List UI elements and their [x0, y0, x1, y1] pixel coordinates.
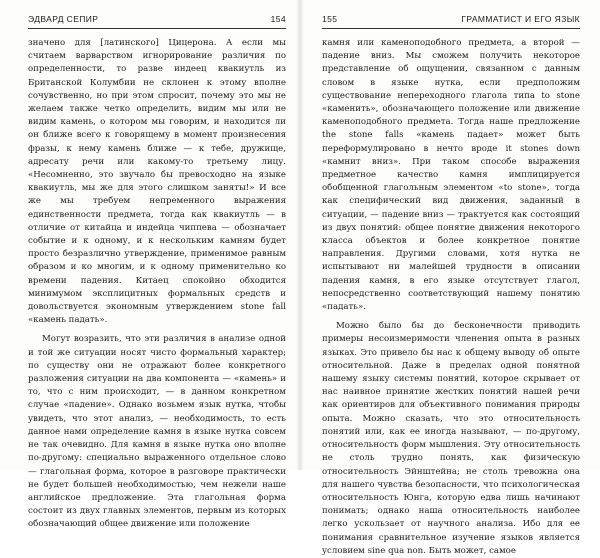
left-paragraph-1: значено для [латинского] Цицерона. А если мы считаем варварством игнорирование различия по определенности, то разве индеец квакиутль из Британской Колумбии не склонен к этому вполне сочувственно, но при этом спросит, почему это мы не желаем также четко определить, видим мы или не видим камень, о котором мы говорим, и находится ли он ближе всего к говорящему в момент произнесения фразы, к нему камень ближе — к тебе, дружище, адресату речи или какому-то третьему лицу. «Несомненно, это звучало бы превосходно на языке квакиутль, мы же для этого слишком заняты!» И все же мы требуем непременного выражения единственности предмета, тогда как квакиутль — в отличие от китайца и индейца чиппева — обозначает событие и к одному, и к нескольким камням будет просто безразлично утверждение, применимое равным образом и ко многим, и к одному применительно ко времени падения. Китаец спокойно обходится минимумом эксплицитных формальных средств и довольствуется экономным утверждением stone fall «камень падать».: [28, 38, 286, 326]
left-running-head: [28, 14, 286, 29]
left-paragraph-2: Могут возразить, что эти различия в анализе одной и той же ситуации носят чисто формальный характер; по существу они не отражают более конкретного разложения ситуации на два компонента — «камень» и то, что с ним происходит, — в данном конкретном случае «падение». Однако возьмем язык нутка, чтобы увидеть, что этот анализ, — необходимость, то есть данное нами определение камня в языке нутка совсем не так очевидно. Для камня в языке нутка оно вполне по-другому: специально выраженного отдельное слово — глагольная форма, которое в разговоре практически не будет большей необходимостью, чем нежели наше английское предложение. Эта глагольная форма состоит из двух главных элементов, первым из которых обозначающий общее движение или положение: [28, 334, 286, 530]
right-page-text: [322, 37, 580, 558]
right-page-number: 155: [322, 14, 338, 24]
author-header: ЭДВАРД СЕПИР: [28, 14, 99, 24]
right-paragraph-2: Можно было бы до бесконечности приводить примеры несоизмеримости членения опыта в разных языках. Это привело бы нас к общему выводу об опыте относительной. Даже в пределах одной понятной нашему языку системы понятий, которое скрывает от нас наивное принятие жестких понятий нашей речи как ориентиров для объективного понимания природы опыта. Можно сказать, что это относительность понятий или, как ее иногда называют, — по-другому, относительность форм мышления. Эту относительность не столь трудно понять, как физическую относительность Эйнштейна; не столь тревожна она для нашего чувства безопасности, что психологическая относительность Юнга, которую едва лишь начинают понимать; однако наша относительность наиболее легко ускользает от научного анализа. Ибо для ее понимания сравнительное изучение языков является условием sine qua non. Быть может, самое: [322, 321, 580, 556]
left-page-number: 154: [270, 14, 286, 24]
left-page: [0, 0, 300, 530]
left-page-text: [28, 37, 286, 532]
right-paragraph-1: камня или каменоподобного предмета, а второй — падение вниз. Мы сможем получить некоторое представление об ощущении, связанном с данным словом в языке нутка, если предположим существование непереходного глагола типа to stone «каменить», обозначающего положение или движение каменоподобного предмета. Тогда наше предложение the stone falls «камень падает» может быть переформулировано в нечто вроде it stones down «камнит вниз». При таком способе выражения предметное качество камня имплицируется обобщенной глагольным элементом «to stone», тогда как специфический вид движения, заданный в ситуации, — падение вниз — трактуется как состоящий из двух понятий: общее понятие движения некоторого класса объектов и более конкретное понятие направления. Другими словами, хотя нутка не испытывают ни малейшей трудности в описании падения камня, в его языке отсутствует глагол, непосредственно соответствующий нашему понятию «падать».: [322, 38, 580, 313]
right-running-head: [322, 14, 580, 29]
right-page: [300, 0, 600, 556]
title-header: ГРАММАТИСТ И ЕГО ЯЗЫК: [461, 14, 580, 24]
